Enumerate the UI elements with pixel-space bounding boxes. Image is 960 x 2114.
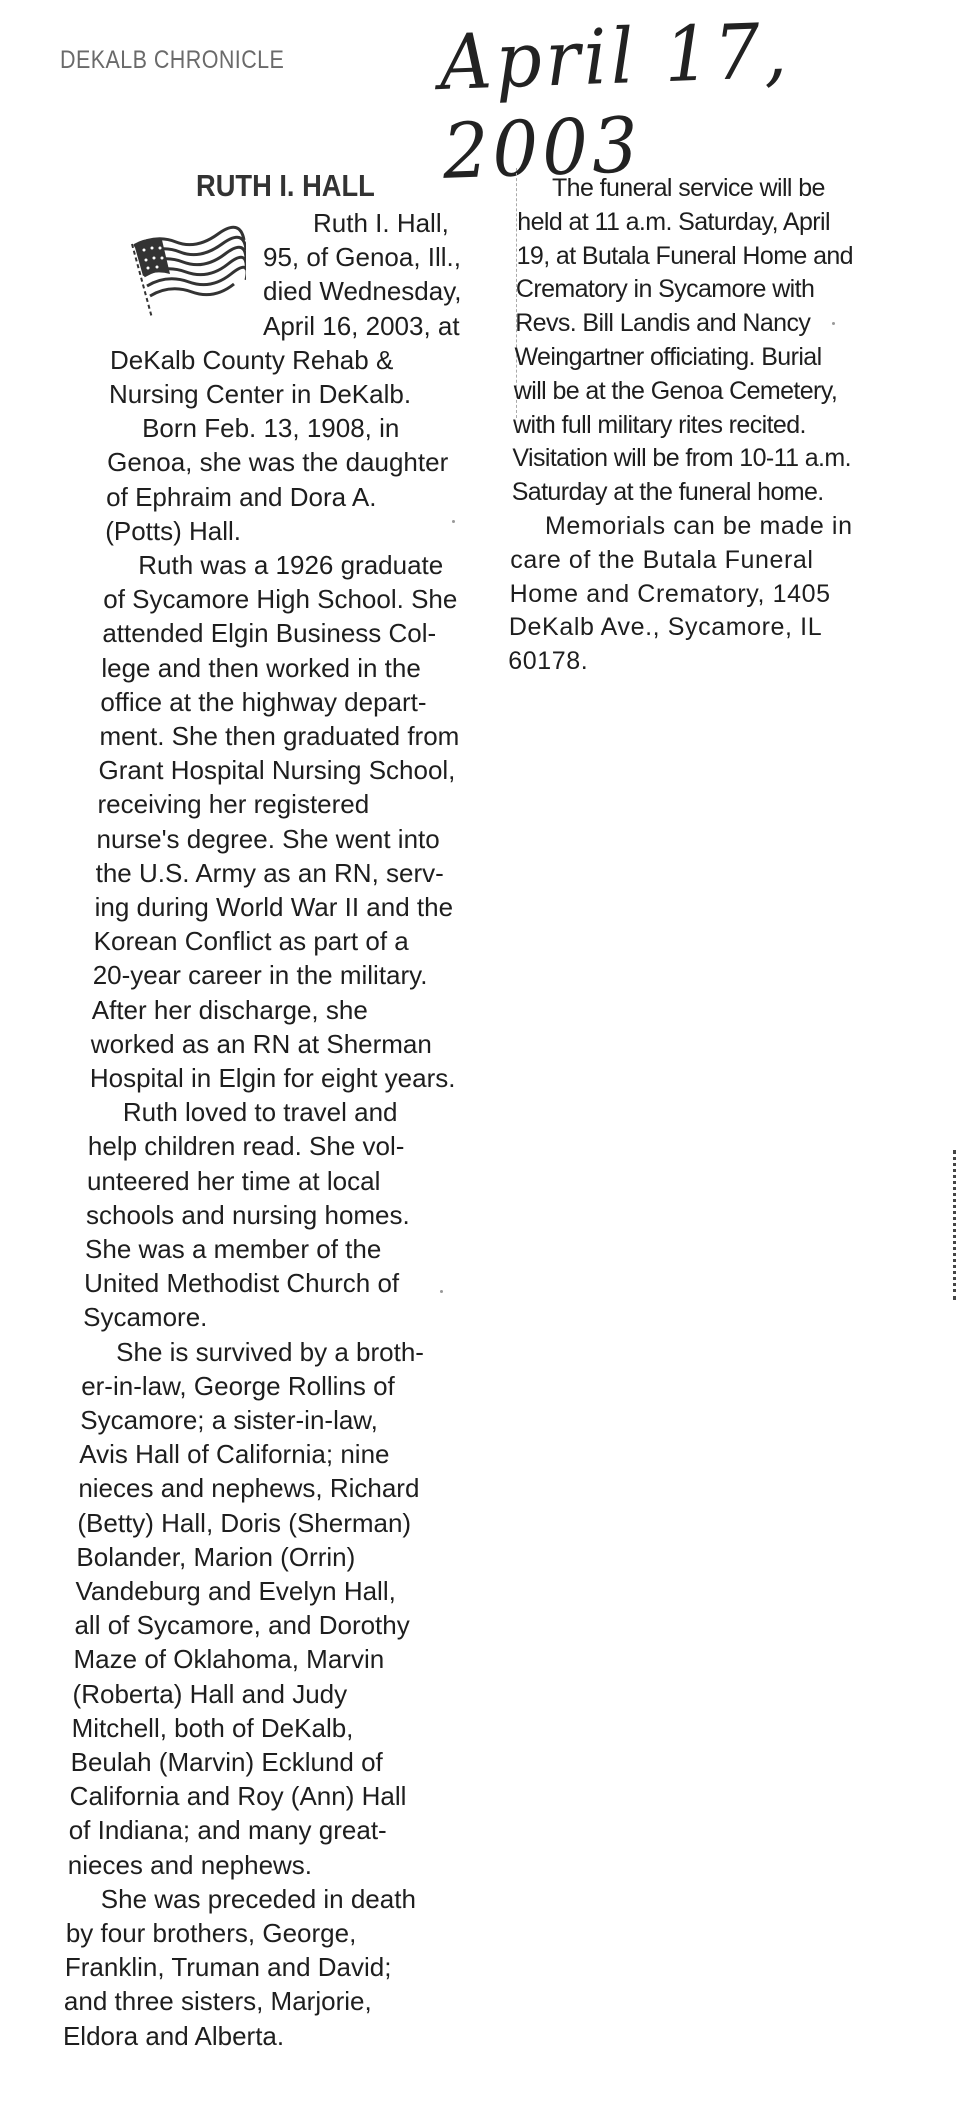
scan-edge-mark: [953, 1150, 960, 1300]
obituary-line: Revs. Bill Landis and Nancy: [515, 309, 811, 338]
obituary-line: care of the Butala Funeral: [510, 545, 814, 574]
obituary-line: nieces and nephews, Richard: [78, 1473, 420, 1504]
obituary-line: Weingartner officiating. Burial: [514, 343, 822, 371]
publication-name: DEKALB CHRONICLE: [60, 46, 285, 74]
obituary-line: of Sycamore High School. She: [103, 584, 458, 615]
obituary-title: RUTH I. HALL: [196, 168, 375, 203]
obituary-line: DeKalb County Rehab &: [110, 344, 394, 375]
obituary-line: Home and Crematory, 1405: [509, 579, 831, 608]
scan-speck: [452, 520, 455, 523]
obituary-line: April 16, 2003, at: [263, 310, 460, 341]
obituary-line: Visitation will be from 10-11 a.m.: [512, 444, 851, 473]
obituary-line: DeKalb Ave., Sycamore, IL: [508, 613, 823, 642]
obituary-line: schools and nursing homes.: [86, 1199, 410, 1230]
obituary-line: died Wednesday,: [263, 276, 462, 307]
obituary-line: Sycamore.: [83, 1302, 208, 1333]
obituary-line: Crematory in Sycamore with: [515, 275, 815, 304]
obituary-line: After her discharge, she: [91, 994, 368, 1025]
obituary-line: (Roberta) Hall and Judy: [72, 1678, 348, 1709]
obituary-line: Ruth loved to travel and: [122, 1097, 398, 1128]
obituary-line: ing during World War II and the: [94, 892, 454, 922]
obituary-line: (Betty) Hall, Doris (Sherman): [77, 1507, 412, 1538]
obituary-line: Vandeburg and Evelyn Hall,: [75, 1576, 396, 1606]
obituary-line: Beulah (Marvin) Ecklund of: [70, 1747, 383, 1777]
obituary-line: attended Elgin Business Col-: [102, 618, 437, 649]
obituary-line: will be at the Genoa Cemetery,: [513, 376, 838, 405]
cut-off-text-line: [548, 683, 868, 689]
obituary-line: of Indiana; and many great-: [68, 1815, 387, 1846]
handwritten-date: April 17, 2003: [438, 5, 792, 196]
obituary-line: United Methodist Church of: [84, 1268, 400, 1299]
obituary-line: with full military rites recited.: [513, 410, 806, 439]
obituary-line: Genoa, she was the daughter: [107, 447, 449, 478]
obituary-line: Avis Hall of California; nine: [79, 1439, 390, 1470]
obituary-line: Ruth was a 1926 graduate: [138, 550, 444, 580]
obituary-line: The funeral service will be: [552, 174, 825, 202]
obituary-line: worked as an RN at Sherman: [90, 1028, 432, 1059]
obituary-line: 19, at Butala Funeral Home and: [516, 241, 853, 270]
obituary-line: Korean Conflict as part of a: [93, 926, 409, 957]
obituary-line: held at 11 a.m. Saturday, April: [517, 207, 830, 236]
obituary-line: She was preceded in death: [100, 1883, 416, 1914]
obituary-line: all of Sycamore, and Dorothy: [74, 1610, 410, 1641]
obituary-line: help children read. She vol-: [87, 1131, 405, 1162]
obituary-line: Hospital in Elgin for eight years.: [89, 1063, 456, 1093]
obituary-line: unteered her time at local: [86, 1165, 381, 1196]
obituary-line: Born Feb. 13, 1908, in: [142, 413, 400, 444]
obituary-line: 60178.: [508, 647, 589, 676]
obituary-line: (Potts) Hall.: [105, 515, 241, 546]
obituary-line: ment. She then graduated from: [99, 721, 460, 751]
obituary-line: by four brothers, George,: [65, 1918, 357, 1948]
obituary-line: Maze of Oklahoma, Marvin: [73, 1644, 385, 1675]
obituary-line: nurse's degree. She went into: [96, 823, 440, 854]
obituary-line: and three sisters, Marjorie,: [63, 1986, 372, 2017]
obituary-line: er-in-law, George Rollins of: [81, 1370, 395, 1401]
scan-speck: [832, 322, 835, 325]
obituary-line: Saturday at the funeral home.: [511, 478, 824, 507]
obituary-line: Franklin, Truman and David;: [64, 1952, 392, 1983]
obituary-line: She was a member of the: [85, 1234, 382, 1264]
scan-speck: [440, 1290, 443, 1293]
obituary-line: Nursing Center in DeKalb.: [109, 379, 412, 409]
obituary-line: California and Roy (Ann) Hall: [69, 1781, 407, 1812]
obituary-line: of Ephraim and Dora A.: [106, 481, 377, 512]
obituary-line: the U.S. Army as an RN, serv-: [95, 857, 444, 888]
obituary-line: office at the highway depart-: [100, 686, 427, 717]
obituary-line: She is survived by a broth-: [116, 1336, 424, 1367]
obituary-line: Memorials can be made in: [545, 512, 853, 540]
obituary-line: Grant Hospital Nursing School,: [98, 755, 456, 786]
obituary-line: Eldora and Alberta.: [62, 2020, 285, 2051]
obituary-line: receiving her registered: [97, 789, 370, 820]
obituary-line: Bolander, Marion (Orrin): [76, 1541, 356, 1572]
obituary-line: Ruth I. Hall,: [313, 208, 449, 238]
american-flag-icon: [126, 214, 246, 320]
obituary-line: 95, of Genoa, Ill.,: [263, 242, 462, 273]
obituary-line: 20-year career in the military.: [92, 960, 428, 991]
obituary-line: nieces and nephews.: [67, 1849, 313, 1880]
obituary-line: Sycamore; a sister-in-law,: [80, 1405, 378, 1435]
obituary-line: lege and then worked in the: [101, 652, 421, 683]
obituary-line: Mitchell, both of DeKalb,: [71, 1712, 354, 1743]
